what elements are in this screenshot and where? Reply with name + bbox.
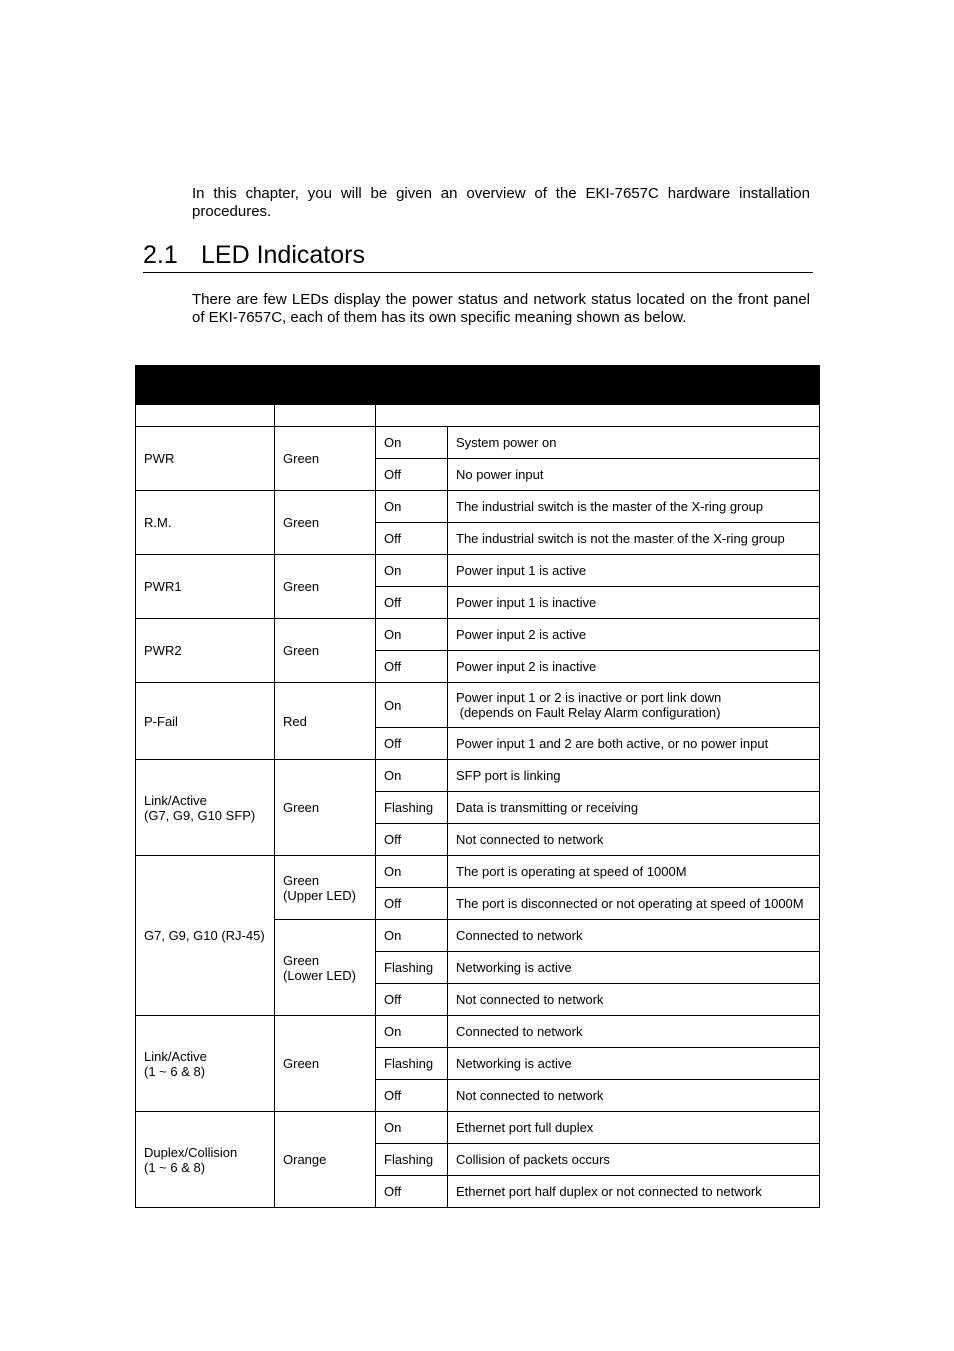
led-status-description: Networking is active <box>448 1048 820 1080</box>
table-row <box>136 555 820 587</box>
led-status-description: The industrial switch is the master of the X-ring group <box>448 491 820 523</box>
led-status: Off <box>376 824 448 856</box>
table-row <box>136 427 820 459</box>
section-heading <box>143 240 813 273</box>
description-line: Power input 1 or 2 is inactive or port link down <box>456 690 722 705</box>
led-color: Red <box>275 683 376 760</box>
table-row <box>136 683 820 728</box>
led-color: Green <box>275 491 376 555</box>
led-color: Green <box>275 1016 376 1112</box>
led-status: Flashing <box>376 1144 448 1176</box>
led-status: Off <box>376 984 448 1016</box>
led-color-line: (Lower LED) <box>283 967 356 983</box>
led-color: Green <box>275 619 376 683</box>
led-color: Green <box>275 427 376 491</box>
led-status-description: Networking is active <box>448 952 820 984</box>
led-color: Green <box>275 555 376 619</box>
led-name: PWR2 <box>136 619 275 683</box>
led-status-description: The port is disconnected or not operating at speed of 1000M <box>448 888 820 920</box>
led-status-description: System power on <box>448 427 820 459</box>
led-status: On <box>376 491 448 523</box>
led-status: Off <box>376 1176 448 1208</box>
led-status-description: Power input 2 is inactive <box>448 651 820 683</box>
led-color-line: Green <box>283 952 320 968</box>
table-header-cell <box>136 366 820 405</box>
led-color-line: Green <box>283 872 320 888</box>
led-status-description: Not connected to network <box>448 1080 820 1112</box>
subheader-cell <box>136 405 275 427</box>
led-name-line: (1 ~ 6 & 8) <box>144 1063 206 1079</box>
led-name-line: Duplex/Collision <box>144 1144 238 1160</box>
led-name: G7, G9, G10 (RJ-45) <box>136 856 275 1016</box>
led-status: Off <box>376 459 448 491</box>
led-status-description: Not connected to network <box>448 984 820 1016</box>
led-name <box>136 1112 275 1208</box>
led-name: P-Fail <box>136 683 275 760</box>
table-row <box>136 1016 820 1048</box>
led-status: Flashing <box>376 1048 448 1080</box>
led-status-description: The industrial switch is not the master of the X-ring group <box>448 523 820 555</box>
led-status: On <box>376 760 448 792</box>
section-title: LED Indicators <box>201 241 365 269</box>
led-color-line: (Upper LED) <box>283 887 356 903</box>
led-color: Green <box>275 760 376 856</box>
led-status: Off <box>376 651 448 683</box>
led-status: On <box>376 427 448 459</box>
table-row <box>136 491 820 523</box>
led-status-description: Ethernet port half duplex or not connected to network <box>448 1176 820 1208</box>
led-name: PWR <box>136 427 275 491</box>
led-name: R.M. <box>136 491 275 555</box>
led-name <box>136 760 275 856</box>
led-status: On <box>376 619 448 651</box>
led-status: Off <box>376 728 448 760</box>
led-name: PWR1 <box>136 555 275 619</box>
table-header-row <box>136 366 820 405</box>
led-name-line: (G7, G9, G10 SFP) <box>144 807 256 823</box>
led-status-description: Power input 1 and 2 are both active, or no power input <box>448 728 820 760</box>
led-description-paragraph: There are few LEDs display the power status and network status located on the front panel of EKI-7657C, each of them has its own specific meaning shown as below. <box>192 291 810 326</box>
led-status-description: Data is transmitting or receiving <box>448 792 820 824</box>
led-status-description: Connected to network <box>448 920 820 952</box>
subheader-cell <box>275 405 376 427</box>
led-status: On <box>376 1016 448 1048</box>
subheader-cell <box>376 405 820 427</box>
led-status-description: Collision of packets occurs <box>448 1144 820 1176</box>
led-name <box>136 1016 275 1112</box>
led-status-description: No power input <box>448 459 820 491</box>
led-name-line: Link/Active <box>144 792 207 808</box>
led-status: Off <box>376 888 448 920</box>
section-number: 2.1 <box>143 241 178 269</box>
table-row <box>136 1112 820 1144</box>
led-status: On <box>376 683 448 728</box>
led-status: On <box>376 856 448 888</box>
led-status: Off <box>376 587 448 619</box>
led-indicator-table <box>135 365 820 1208</box>
led-status-description: The port is operating at speed of 1000M <box>448 856 820 888</box>
led-name-line: Link/Active <box>144 1048 207 1064</box>
led-status-description: Connected to network <box>448 1016 820 1048</box>
led-status-description: Ethernet port full duplex <box>448 1112 820 1144</box>
led-status-description: Power input 1 is active <box>448 555 820 587</box>
led-status: Off <box>376 1080 448 1112</box>
table-row <box>136 856 820 888</box>
led-name-line: (1 ~ 6 & 8) <box>144 1159 206 1175</box>
led-status-description <box>448 683 820 728</box>
led-status: Flashing <box>376 952 448 984</box>
led-status: On <box>376 1112 448 1144</box>
led-color <box>275 920 376 1016</box>
led-status: Flashing <box>376 792 448 824</box>
description-line: (depends on Fault Relay Alarm configuration) <box>456 705 721 720</box>
led-status-description: Not connected to network <box>448 824 820 856</box>
led-status-description: Power input 1 is inactive <box>448 587 820 619</box>
table-row <box>136 619 820 651</box>
led-status: On <box>376 555 448 587</box>
led-status: Off <box>376 523 448 555</box>
led-status-description: Power input 2 is active <box>448 619 820 651</box>
table-row <box>136 760 820 792</box>
led-color <box>275 856 376 920</box>
intro-paragraph: In this chapter, you will be given an overview of the EKI-7657C hardware installation procedures. <box>192 185 810 220</box>
led-color: Orange <box>275 1112 376 1208</box>
table-subheader-row <box>136 405 820 427</box>
led-status-description: SFP port is linking <box>448 760 820 792</box>
led-status: On <box>376 920 448 952</box>
